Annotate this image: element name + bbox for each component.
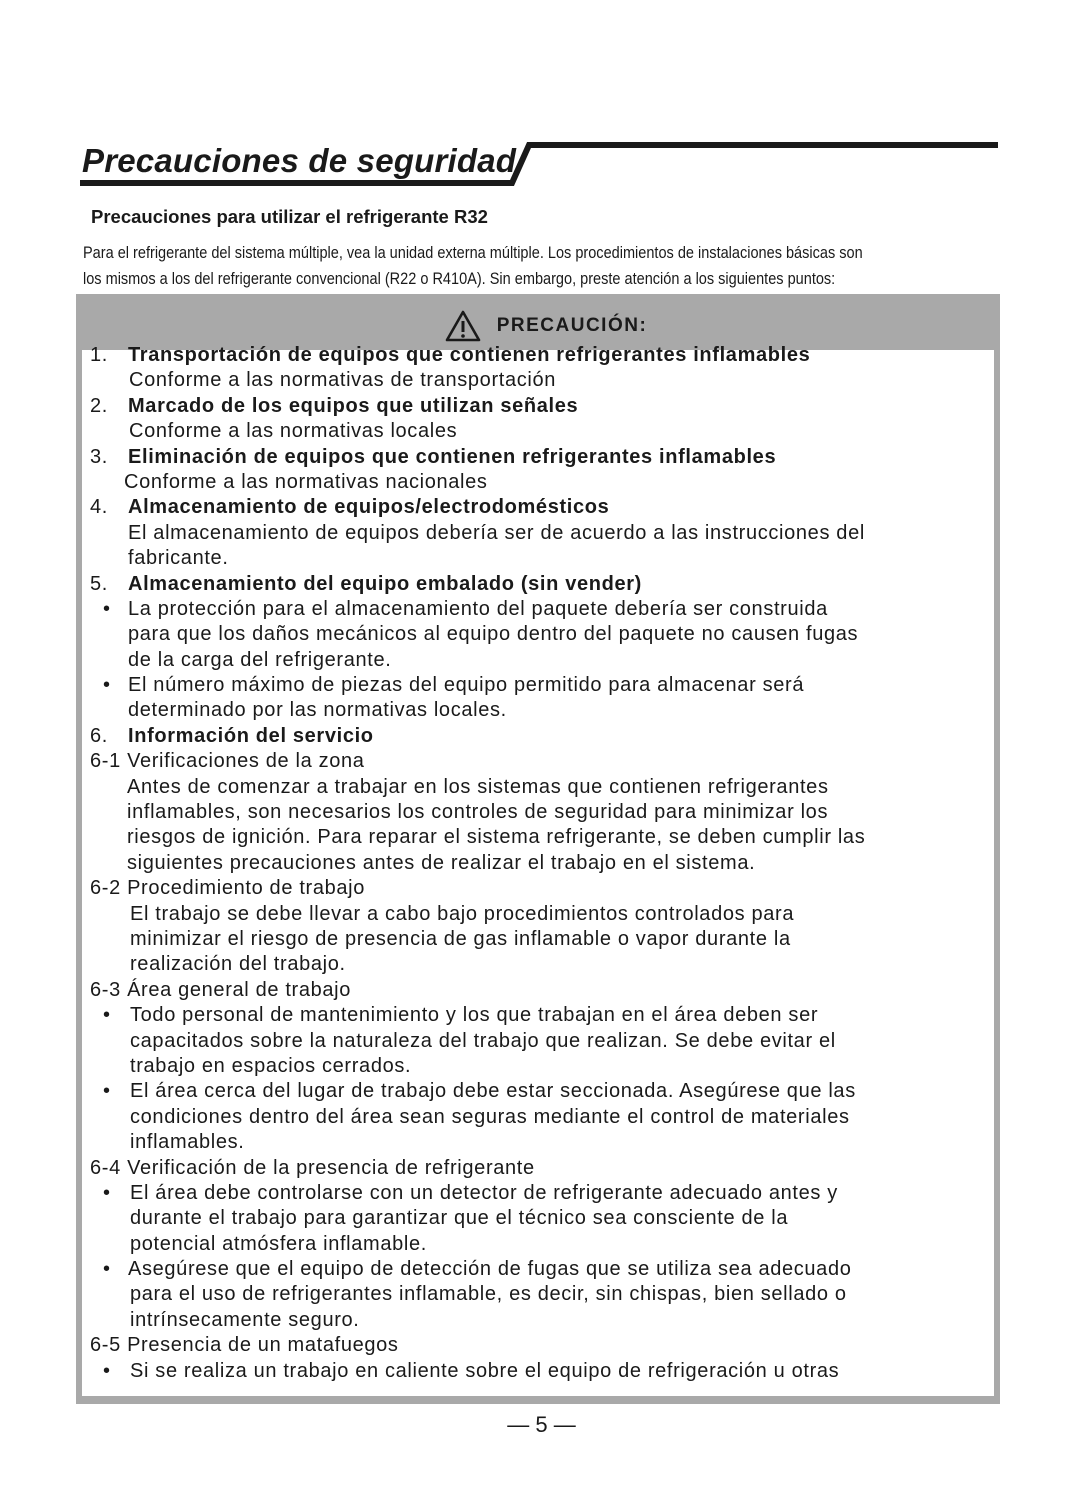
bullet-continuation	[90, 1232, 990, 1257]
item-text: trabajo en espacios cerrados.	[130, 1054, 412, 1077]
bullet-line	[90, 673, 990, 698]
item-text: fabricante.	[128, 547, 229, 570]
subsection-heading	[90, 876, 990, 901]
list-item-text	[90, 419, 990, 444]
bullet-line	[90, 1003, 990, 1028]
item-text: El área cerca del lugar de trabajo debe estar seccionada. Asegúrese que las	[130, 1080, 856, 1103]
item-heading: Almacenamiento de equipos/electrodomésticos	[128, 496, 610, 519]
item-text: inflamables, son necesarios los controles de seguridad para minimizar los	[127, 801, 829, 824]
item-text: potencial atmósfera inflamable.	[130, 1232, 427, 1255]
subsection-title: 6-5 Presencia de un matafuegos	[90, 1334, 399, 1357]
list-item-text	[90, 546, 990, 571]
item-text: La protección para el almacenamiento del paquete debería ser construida	[128, 597, 828, 620]
list-item-text	[90, 521, 990, 546]
bullet-continuation	[90, 622, 990, 647]
warning-triangle-icon	[445, 310, 481, 342]
list-item-heading	[90, 394, 990, 419]
bullet-icon: •	[103, 1181, 111, 1204]
item-text: inflamables.	[130, 1131, 245, 1154]
item-text: riesgos de ignición. Para reparar el sistema refrigerante, se deben cumplir las	[127, 826, 866, 849]
bullet-icon: •	[103, 1258, 111, 1281]
bullet-continuation	[90, 1105, 990, 1130]
item-heading: Almacenamiento del equipo embalado (sin vender)	[128, 572, 642, 595]
list-item-heading	[90, 495, 990, 520]
item-text: capacitados sobre la naturaleza del trabajo que realizan. Se debe evitar el	[130, 1029, 836, 1052]
subsection-title: 6-1 Verificaciones de la zona	[90, 750, 365, 773]
list-item-text	[90, 825, 990, 850]
item-text: Conforme a las normativas nacionales	[124, 470, 488, 493]
item-heading: Transportación de equipos que contienen refrigerantes inflamables	[128, 344, 811, 366]
item-text: de la carga del refrigerante.	[128, 648, 392, 671]
bullet-continuation	[90, 1206, 990, 1231]
bullet-continuation	[90, 1130, 990, 1155]
bullet-icon: •	[103, 1359, 111, 1382]
intro-line: Para el refrigerante del sistema múltiple, vea la unidad externa múltiple. Los procedimientos de instalaciones básicas son	[83, 244, 863, 262]
item-text: intrínsecamente seguro.	[130, 1308, 360, 1331]
list-item-heading	[90, 572, 990, 597]
item-number: 5.	[90, 572, 108, 595]
item-text: El almacenamiento de equipos debería ser de acuerdo a las instrucciones del	[128, 521, 865, 544]
list-item-heading	[90, 445, 990, 470]
item-heading: Información del servicio	[128, 724, 374, 747]
list-item-text	[90, 775, 990, 800]
list-item-text	[90, 952, 990, 977]
bullet-continuation	[90, 1054, 990, 1079]
subsection-title: 6-2 Procedimiento de trabajo	[90, 877, 366, 900]
item-text: determinado por las normativas locales.	[128, 699, 507, 722]
caution-list	[90, 343, 990, 1384]
bullet-line	[90, 597, 990, 622]
item-text: Antes de comenzar a trabajar en los sistemas que contienen refrigerantes	[127, 775, 829, 798]
item-text: El trabajo se debe llevar a cabo bajo procedimientos controlados para	[130, 902, 795, 925]
item-number: 2.	[90, 394, 108, 417]
item-text: Todo personal de mantenimiento y los que trabajan en el área deben ser	[130, 1004, 819, 1027]
item-text: El número máximo de piezas del equipo permitido para almacenar será	[128, 674, 805, 697]
item-text: para que los daños mecánicos al equipo dentro del paquete no causen fugas	[128, 623, 859, 646]
item-text: Si se realiza un trabajo en caliente sobre el equipo de refrigeración u otras	[130, 1359, 840, 1382]
bullet-continuation	[90, 698, 990, 723]
item-number: 3.	[90, 445, 108, 468]
list-item-text	[90, 368, 990, 393]
bullet-continuation	[90, 1308, 990, 1333]
item-text: Conforme a las normativas locales	[129, 420, 458, 443]
page-number: — 5 —	[507, 1412, 576, 1437]
list-item-text	[90, 470, 990, 495]
item-number: 4.	[90, 496, 108, 519]
subsection-title: 6-3 Área general de trabajo	[90, 978, 352, 1001]
intro-paragraph	[83, 240, 998, 292]
subsection-heading	[90, 1333, 990, 1358]
bullet-continuation	[90, 1282, 990, 1307]
bullet-icon: •	[103, 674, 111, 697]
item-number: 6.	[90, 724, 108, 747]
subsection-heading	[90, 749, 990, 774]
subsection-heading	[90, 1156, 990, 1181]
list-item-text	[90, 902, 990, 927]
page-title-block	[80, 138, 1000, 188]
section-subheading: Precauciones para utilizar el refrigerante R32	[91, 206, 488, 227]
item-text: minimizar el riesgo de presencia de gas inflamable o vapor durante la	[130, 927, 791, 950]
bullet-line	[90, 1079, 990, 1104]
item-text: realización del trabajo.	[130, 953, 346, 976]
list-item-text	[90, 800, 990, 825]
item-text: Asegúrese que el equipo de detección de fugas que se utiliza sea adecuado	[128, 1258, 852, 1281]
item-text: Conforme a las normativas de transportación	[129, 369, 557, 392]
item-number: 1.	[90, 344, 108, 366]
list-item-heading	[90, 343, 990, 368]
caution-label: PRECAUCIÓN:	[496, 315, 648, 336]
bullet-line	[90, 1359, 990, 1384]
item-text: para el uso de refrigerantes inflamable, es decir, sin chispas, bien sellado o	[130, 1283, 847, 1306]
bullet-icon: •	[103, 597, 111, 620]
page-title: Precauciones de seguridad	[82, 142, 517, 179]
bullet-continuation	[90, 648, 990, 673]
bullet-icon: •	[103, 1080, 111, 1103]
item-heading: Marcado de los equipos que utilizan señales	[128, 394, 579, 417]
item-heading: Eliminación de equipos que contienen refrigerantes inflamables	[128, 445, 777, 468]
intro-line: los mismos a los del refrigerante convencional (R22 o R410A). Sin embargo, preste atención a los siguientes puntos:	[83, 270, 836, 288]
subsection-heading	[90, 978, 990, 1003]
caution-header	[76, 294, 1000, 350]
item-text: El área debe controlarse con un detector de refrigerante adecuado antes y	[130, 1181, 838, 1204]
item-text: siguientes precauciones antes de realizar el trabajo en el sistema.	[127, 851, 756, 874]
list-item-heading	[90, 724, 990, 749]
bullet-icon: •	[103, 1004, 111, 1027]
subsection-title: 6-4 Verificación de la presencia de refrigerante	[90, 1156, 535, 1179]
list-item-text	[90, 927, 990, 952]
bullet-line	[90, 1257, 990, 1282]
caution-box	[76, 294, 1000, 1404]
bullet-line	[90, 1181, 990, 1206]
bullet-continuation	[90, 1029, 990, 1054]
caution-content-panel	[82, 344, 994, 1396]
list-item-text	[90, 851, 990, 876]
item-text: durante el trabajo para garantizar que el técnico sea consciente de la	[130, 1207, 789, 1230]
item-text: condiciones dentro del área sean seguras mediante el control de materiales	[130, 1105, 850, 1128]
